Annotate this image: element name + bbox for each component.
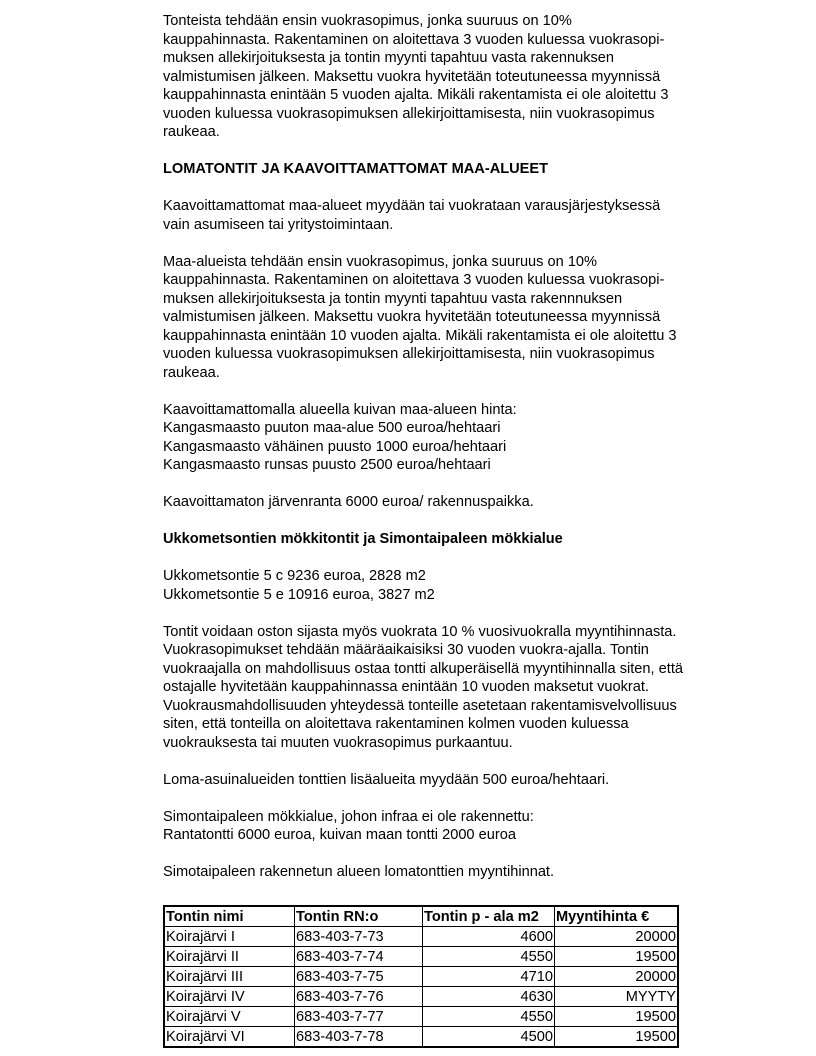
text-line: Tontit voidaan oston sijasta myös vuokrata 10 % vuosivuokralla myyntihinnasta. [163,623,677,640]
text-line: Kaavoittamattomalla alueella kuivan maa-alueen hinta: [163,401,517,418]
table-header-row [164,906,678,927]
cell-area: 4550 [423,1007,555,1027]
table-row [164,987,678,1007]
text-line: vain asumiseen tai yritystoimintaan. [163,216,394,233]
cell-name: Koirajärvi II [164,947,295,967]
text-line: siten, että tonteilla on aloitettava rakentaminen kolmen vuoden kuluessa [163,716,629,732]
paragraph-kaavoittamattomat [163,197,743,234]
cell-rn: 683-403-7-75 [295,967,423,987]
paragraph-land-prices [163,401,743,475]
document-body [163,12,743,882]
cell-area: 4710 [423,967,555,987]
price-line: Kangasmaasto puuton maa-alue 500 euroa/hehtaari [163,420,501,436]
text-line: vuoden kuluessa vuokrasopimuksen allekirjoittamisesta, niin vuokrasopimus [163,346,655,362]
cell-name: Koirajärvi III [164,967,295,987]
text-line: vuokraajalla on mahdollisuus ostaa tontti alkuperäisellä myyntihinnalla siten, että [163,660,683,677]
table-caption: Simotaipaleen rakennetun alueen lomatonttien myyntihinnat. [163,864,555,880]
text-line: muksen allekirjoituksesta ja tontin myynti tapahtuu vasta rakennuksen [163,50,615,66]
table-row [164,967,678,987]
text-line: Simontaipaleen mökkialue, johon infraa ei ole rakennettu: [163,808,534,825]
cell-name: Koirajärvi VI [164,1027,295,1048]
paragraph-ukkometsontie-plots [163,567,743,604]
cell-rn: 683-403-7-77 [295,1007,423,1027]
column-header-rn: Tontin RN:o [295,906,423,927]
text-line: Vuokrasopimukset tehdään määräaikaisiksi 30 vuoden vuokra-ajalla. Tontin [163,642,649,658]
cell-area: 4600 [423,927,555,947]
cell-name: Koirajärvi V [164,1007,295,1027]
cell-price: 19500 [555,1007,679,1027]
paragraph-maa-alueista [163,253,743,383]
column-header-name: Tontin nimi [164,906,295,927]
cell-price: 19500 [555,1027,679,1048]
text-line: Maa-alueista tehdään ensin vuokrasopimus, jonka suuruus on 10% [163,253,598,270]
table-row [164,947,678,967]
text-line: kauppahinnasta enintään 5 vuoden ajalta. Mikäli rakentamista ei ole aloitettu 3 [163,87,669,103]
intro-paragraph [163,12,743,142]
text-line: valmistumisen jälkeen. Maksettu vuokra hyvitetään toteutuneessa myynnissä [163,309,661,325]
table-row [164,1007,678,1027]
text-line: raukeaa. [163,124,220,140]
column-header-area: Tontin p - ala m2 [423,906,555,927]
text-line: muksen allekirjoituksesta ja tontin myynti tapahtuu vasta rakennnuksen [163,290,623,307]
cell-rn: 683-403-7-76 [295,987,423,1007]
text-line: ostajalle hyvitetään kauppahinnassa enintään 10 vuoden maksetut vuokrat. [163,679,649,695]
table-row [164,1027,678,1048]
cell-area: 4550 [423,947,555,967]
price-line: Rantatontti 6000 euroa, kuivan maan tontti 2000 euroa [163,827,516,843]
cell-area: 4630 [423,987,555,1007]
cell-price: 20000 [555,927,679,947]
price-line: Kangasmaasto runsas puusto 2500 euroa/hehtaari [163,457,491,473]
table-row [164,927,678,947]
text-line: Tonteista tehdään ensin vuokrasopimus, jonka suuruus on 10% [163,13,572,29]
price-line: Ukkometsontie 5 e 10916 euroa, 3827 m2 [163,586,435,603]
paragraph-simontaipale [163,808,743,845]
text-line: vuoden kuluessa vuokrasopimuksen allekirjoittamisesta, niin vuokrasopimus [163,105,655,122]
cell-price: 20000 [555,967,679,987]
section-heading-lomatontit: LOMATONTIT JA KAAVOITTAMATTOMAT MAA-ALUEET [163,161,549,177]
cell-rn: 683-403-7-78 [295,1027,423,1048]
text-line: vuokrauksesta tai muuten vuokrasopimus purkaantuu. [163,734,513,751]
section-heading-ukkometsontie: Ukkometsontien mökkitontit ja Simontaipaleen mökkialue [163,531,563,547]
cell-rn: 683-403-7-73 [295,927,423,947]
paragraph-jarvenranta: Kaavoittamaton järvenranta 6000 euroa/ rakennuspaikka. [163,494,534,510]
cell-name: Koirajärvi I [164,927,295,947]
text-line: kauppahinnasta enintään 10 vuoden ajalta. Mikäli rakentamista ei ole aloitettu 3 [163,327,677,344]
cell-rn: 683-403-7-74 [295,947,423,967]
paragraph-vuokraus [163,623,743,753]
paragraph-lisaalueet: Loma-asuinalueiden tonttien lisäalueita myydään 500 euroa/hehtaari. [163,771,610,788]
text-line: raukeaa. [163,364,220,381]
text-line: Kaavoittamattomat maa-alueet myydään tai vuokrataan varausjärjestyksessä [163,198,661,214]
price-line: Kangasmaasto vähäinen puusto 1000 euroa/hehtaari [163,438,507,455]
text-line: Vuokrausmahdollisuuden yhteydessä tonteille asetetaan rakentamisvelvollisuus [163,697,677,714]
cell-price: 19500 [555,947,679,967]
cell-price-sold: MYYTY [555,987,679,1007]
text-line: kauppahinnasta. Rakentaminen on aloitettava 3 vuoden kuluessa vuokrasopi- [163,31,665,48]
text-line: kauppahinnasta. Rakentaminen on aloitettava 3 vuoden kuluessa vuokrasopi- [163,272,665,288]
cell-area: 4500 [423,1027,555,1048]
column-header-price: Myyntihinta € [555,906,679,927]
plot-prices-table [163,905,679,1048]
text-line: valmistumisen jälkeen. Maksettu vuokra hyvitetään toteutuneessa myynnissä [163,68,661,85]
cell-name: Koirajärvi IV [164,987,295,1007]
price-line: Ukkometsontie 5 c 9236 euroa, 2828 m2 [163,568,426,584]
